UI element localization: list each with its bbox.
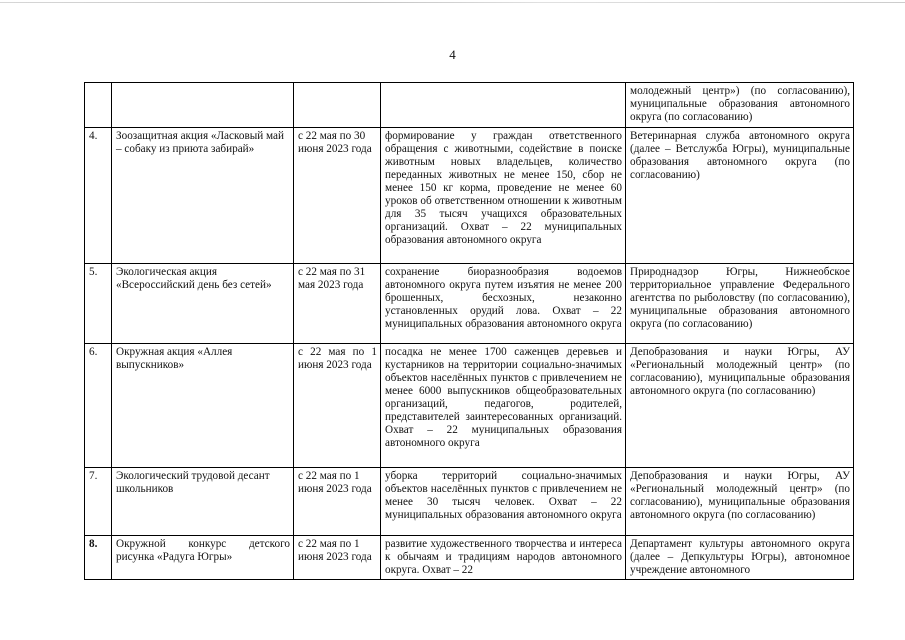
cell-responsible: Депобразования и науки Югры, АУ «Региональный молодежный центр» (по согласованию), муниципальные образования автономного округа (по согласованию) [626, 468, 854, 536]
table-row [85, 468, 854, 536]
events-table [84, 82, 854, 580]
cell-responsible: Департамент культуры автономного округа (далее – Депкультуры Югры), автономное учреждение автономного [626, 536, 854, 580]
cell-event: Окружной конкурс детского рисунка «Радуга Югры» [112, 536, 294, 580]
cell-event: Экологическая акция «Всероссийский день без сетей» [112, 264, 294, 344]
table-row [85, 344, 854, 468]
cell-dates: с 22 мая по 1 июня 2023 года [294, 344, 381, 468]
cell-goal: формирование у граждан ответственного обращения с животными, содействие в поиске животным новых владельцев, количество переданных животных не менее 150, сбор не менее 150 кг корма, проведение не менее 60 уроков об ответственном отношении к животным для 35 тысяч учащихся образовательных организаций. Охват – 22 муниципальных образования автономного округа [381, 128, 626, 264]
cell-event: Окружная акция «Аллея выпускников» [112, 344, 294, 468]
page-number: 4 [449, 47, 456, 62]
cell-goal: посадка не менее 1700 саженцев деревьев и кустарников на территории социально-значимых объектов населённых пунктов с привлечением не менее 6000 выпускников общеобразовательных организаций, педагогов, родителей, представителей заинтересованных организаций. Охват – 22 муниципальных образования автономного округа [381, 344, 626, 468]
cell-goal [381, 83, 626, 128]
table-row [85, 536, 854, 580]
cell-responsible: Ветеринарная служба автономного округа (далее – Ветслужба Югры), муниципальные образования автономного округа (по согласованию) [626, 128, 854, 264]
scan-edge-line [0, 2, 905, 3]
cell-goal: сохранение биоразнообразия водоемов автономного округа путем изъятия не менее 200 брошенных, бесхозных, незаконно установленных орудий лова. Охват – 22 муниципальных образования автономного округа [381, 264, 626, 344]
cell-num: 4. [85, 128, 112, 264]
cell-goal: развитие художественного творчества и интереса к обычаям и традициям народов автономного округа. Охват – 22 [381, 536, 626, 580]
cell-num: 5. [85, 264, 112, 344]
cell-responsible: молодежный центр») (по согласованию), муниципальные образования автономного округа (по согласованию) [626, 83, 854, 128]
table-row-continued [85, 83, 854, 128]
table-row [85, 264, 854, 344]
cell-num: 6. [85, 344, 112, 468]
cell-goal: уборка территорий социально-значимых объектов населённых пунктов с привлечением не менее 30 тысяч человек. Охват – 22 муниципальных образования автономного округа [381, 468, 626, 536]
cell-num: 8. [85, 536, 112, 580]
cell-num [85, 83, 112, 128]
table-row [85, 128, 854, 264]
cell-event: Экологический трудовой десант школьников [112, 468, 294, 536]
cell-event: Зоозащитная акция «Ласковый май – собаку из приюта забирай» [112, 128, 294, 264]
cell-event [112, 83, 294, 128]
cell-dates: с 22 мая по 31 мая 2023 года [294, 264, 381, 344]
cell-dates: с 22 мая по 1 июня 2023 года [294, 536, 381, 580]
cell-dates [294, 83, 381, 128]
cell-dates: с 22 мая по 1 июня 2023 года [294, 468, 381, 536]
cell-responsible: Природнадзор Югры, Нижнеобское территориальное управление Федерального агентства по рыболовству (по согласованию), муниципальные образования автономного округа (по согласованию) [626, 264, 854, 344]
cell-num: 7. [85, 468, 112, 536]
cell-dates: с 22 мая по 30 июня 2023 года [294, 128, 381, 264]
cell-responsible: Депобразования и науки Югры, АУ «Региональный молодежный центр» (по согласованию), муниципальные образования автономного округа (по согласованию) [626, 344, 854, 468]
